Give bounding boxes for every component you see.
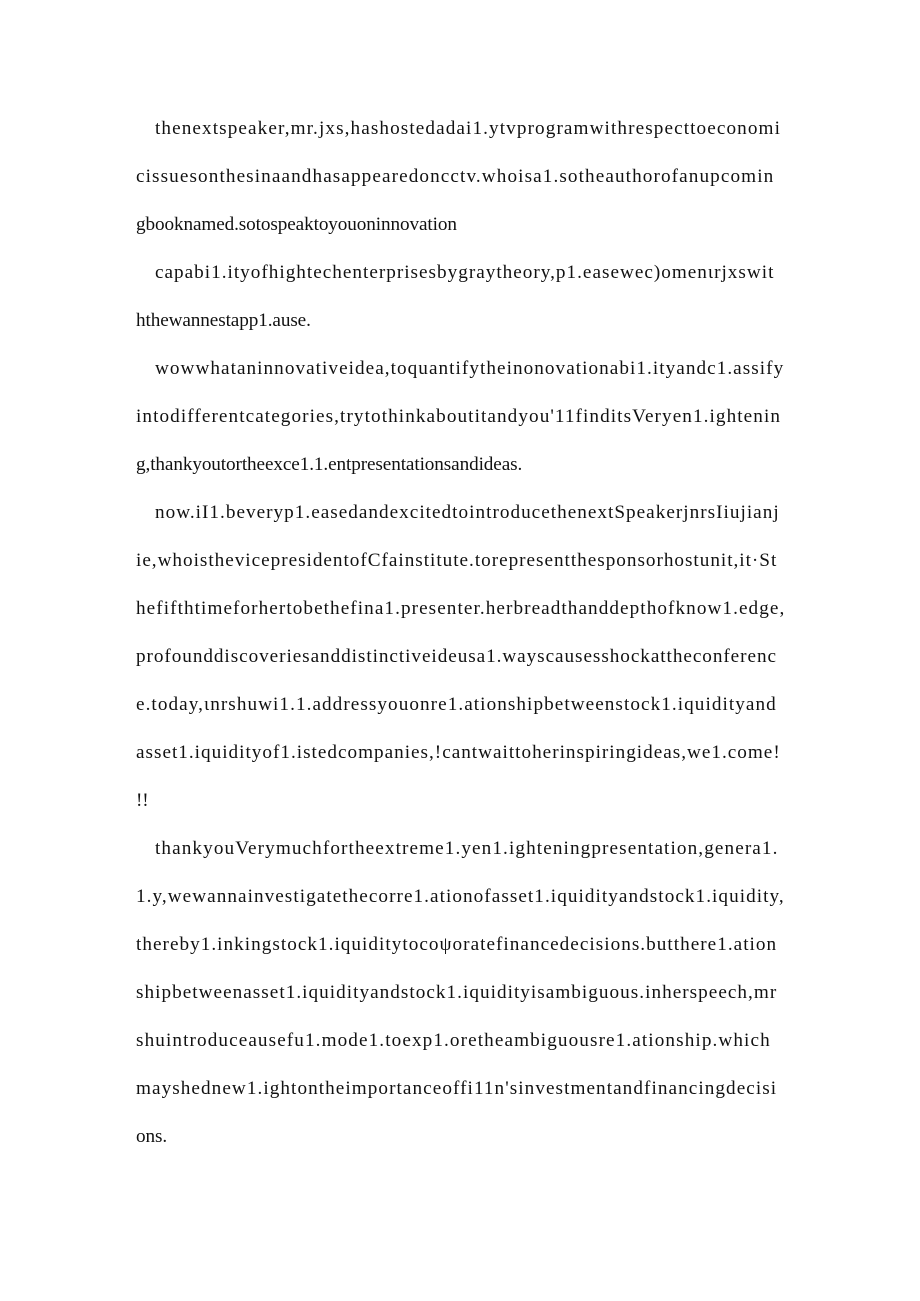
text-line: cissuesonthesinaandhasappearedoncctv.whoisa1.sotheauthorofanupcomin [136,166,775,187]
text-line: ie,whoisthevicepresidentofCfainstitute.torepresentthesponsorhostunit,it·St [136,550,778,571]
text-line: !! [136,790,149,811]
text-line: g,thankyoutortheexce1.1.entpresentationsandideas. [136,454,523,475]
text-line: asset1.iquidityof1.istedcompanies,!cantwaittoherinspiringideas,we1.come! [136,742,781,763]
text-line: thenextspeaker,mr.jxs,hashostedadai1.ytvprogramwithrespecttoeconomi [155,118,782,139]
text-line: wowwhataninnovativeidea,toquantifytheinonovationabi1.ityandc1.assify [155,358,785,379]
text-line: e.today,ιnrshuwi1.1.addressyouonre1.ationshipbetweenstock1.iquidityand [136,694,777,715]
text-line: gbooknamed.sotospeaktoyouoninnovation [136,214,457,235]
text-line: now.iI1.beveryp1.easedandexcitedtointroducethenextSpeakerjnrsIiujianj [155,502,780,523]
text-line: profounddiscoveriesanddistinctiveideusa1.wayscausesshockattheconferenc [136,646,777,667]
text-line: ons. [136,1126,168,1147]
text-line: shipbetweenasset1.iquidityandstock1.iquidityisambiguous.inherspeech,mr [136,982,778,1003]
text-line: hthewannestapp1.ause. [136,310,311,331]
text-line: shuintroduceausefu1.mode1.toexp1.oretheambiguousre1.ationship.which [136,1030,771,1051]
text-line: mayshednew1.ightontheimportanceoffi11n'sinvestmentandfinancingdecisi [136,1078,778,1099]
text-line: capabi1.ityofhightechenterprisesbygraytheory,p1.easewec)omenιrjxswit [155,262,775,283]
text-line: hefifthtimeforhertobethefina1.presenter.herbreadthanddepthofknow1.edge, [136,598,786,619]
text-line: intodifferentcategories,trytothinkaboutitandyou'11finditsVeryen1.ightenin [136,406,782,427]
text-line: thankyouVerymuchfortheextreme1.yen1.ighteningpresentation,genera1. [155,838,779,859]
text-line: thereby1.inkingstock1.iquiditytocoψoratefinancedecisions.butthere1.ation [136,934,778,955]
text-line: 1.y,wewannainvestigatethecorre1.ationofasset1.iquidityandstock1.iquidity, [136,886,785,907]
